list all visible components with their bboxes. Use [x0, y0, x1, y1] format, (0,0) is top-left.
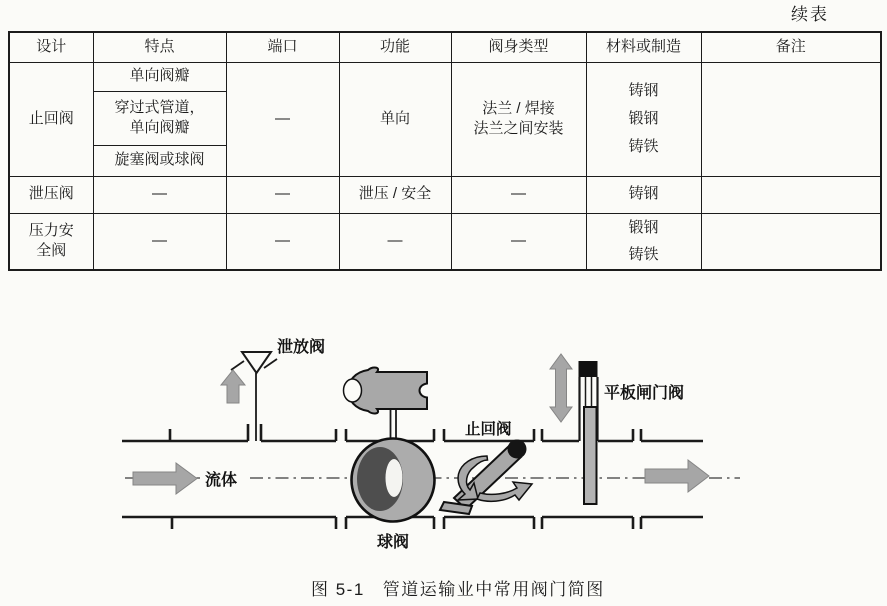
gate-valve-label: 平板闸门阀	[604, 385, 685, 402]
gate-valve-knob	[579, 361, 598, 377]
gate-up-down-arrow	[550, 354, 572, 422]
cell-design: 止回阀	[9, 62, 93, 176]
ball-bore-hole	[386, 459, 403, 497]
col-header-remark: 备注	[701, 32, 881, 62]
pipeline-valve-diagram	[0, 320, 887, 560]
cell-line: 法兰 / 焊接	[482, 99, 555, 117]
cell-design: 泄压阀	[9, 176, 93, 213]
col-header-port: 端口	[226, 32, 339, 62]
cell-remark	[701, 213, 881, 270]
cell-port: —	[226, 176, 339, 213]
cell-line: 法兰之间安装	[473, 120, 564, 137]
cell-remark	[701, 62, 881, 176]
cell-function: 泄压 / 安全	[339, 176, 451, 213]
figure-caption	[311, 575, 605, 600]
cell-line: 全阀	[36, 242, 67, 260]
check-valve-label: 止回阀	[465, 421, 512, 438]
cell-body-type: —	[451, 213, 586, 270]
cell-material	[586, 62, 701, 176]
col-header-material: 材料或制造	[586, 32, 701, 62]
cell-feature: —	[93, 176, 226, 213]
gate-valve-gate	[584, 407, 597, 504]
cell-material	[586, 213, 701, 270]
col-header-features: 特点	[93, 32, 226, 62]
table-row	[9, 176, 881, 213]
cell-line: 锻钢	[628, 110, 659, 128]
cell-port: —	[226, 213, 339, 270]
cell-line: 穿过式管道，	[114, 98, 205, 116]
table-header-row	[9, 32, 881, 62]
cell-remark	[701, 176, 881, 213]
col-header-design: 设计	[9, 32, 93, 62]
check-valve-symbol	[440, 440, 532, 515]
col-header-function: 功能	[339, 32, 451, 62]
cell-feature: 旋塞阀或球阀	[93, 145, 226, 176]
cell-line: 锻钢	[628, 218, 659, 236]
gate-valve-symbol	[550, 354, 598, 504]
check-valve-pivot	[508, 440, 527, 459]
cell-design	[9, 213, 93, 270]
cell-feature: —	[93, 213, 226, 270]
valve-spec-table	[8, 31, 882, 271]
outlet-flow-arrow	[645, 460, 709, 492]
cell-feature	[93, 91, 226, 145]
cell-body-type: —	[451, 176, 586, 213]
cell-line: 铸铁	[628, 246, 659, 264]
table-row	[9, 62, 881, 91]
fluid-flow-arrow	[133, 463, 197, 494]
ball-valve-symbol	[344, 368, 435, 522]
table-continued-label: 续表	[791, 5, 829, 24]
cell-feature: 单向阀瓣	[93, 62, 226, 91]
fluid-label: 流体	[205, 472, 238, 489]
vent-up-arrow	[221, 370, 245, 403]
vent-valve-label: 泄放阀	[277, 339, 326, 356]
cell-function: —	[339, 213, 451, 270]
cell-line: 压力安	[28, 222, 74, 239]
cell-material: 铸钢	[586, 176, 701, 213]
col-header-body-type: 阀身类型	[451, 32, 586, 62]
figure-number: 图 5-1	[311, 580, 365, 599]
cell-line: 铸钢	[628, 82, 659, 100]
cell-line: 单向阀瓣	[129, 119, 190, 136]
table-row	[9, 213, 881, 270]
cell-line: 铸铁	[628, 137, 659, 155]
cell-function: 单向	[339, 62, 451, 176]
ball-valve-label: 球阀	[377, 534, 410, 551]
cell-body-type	[451, 62, 586, 176]
figure-title: 管道运输业中常用阀门简图	[382, 580, 605, 599]
cell-port: —	[226, 62, 339, 176]
